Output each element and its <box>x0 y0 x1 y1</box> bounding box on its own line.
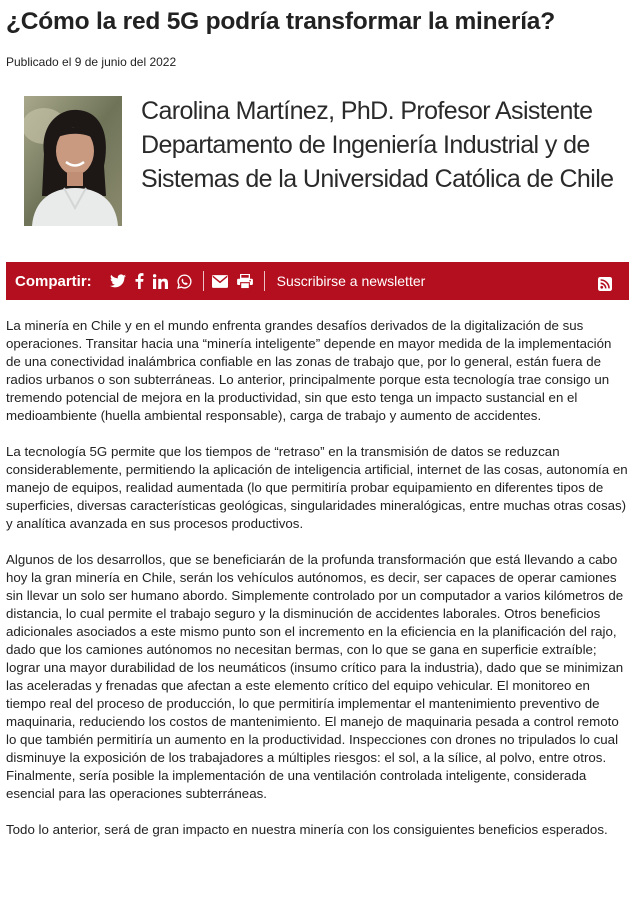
author-photo <box>24 96 122 226</box>
share-bar <box>6 262 629 300</box>
twitter-icon[interactable] <box>110 271 126 291</box>
email-icon[interactable] <box>212 271 228 291</box>
article-paragraph: La tecnología 5G permite que los tiempos de “retraso” en la transmisión de datos se reduzcan considerablemente, permitiendo la aplicación de inteligencia artificial, internet de las cosas, autonomía en manejo de equipos, realidad aumentada (lo que permitiría probar equipamiento en diferentes tipos de superficies, diversas características geológicas, singularidades mineralógicas, entre muchas otras cosas) y analítica avanzada en sus procesos productivos. <box>6 444 628 531</box>
print-icon[interactable] <box>237 271 253 291</box>
publish-date: Publicado el 9 de junio del 2022 <box>6 55 177 69</box>
article-title: ¿Cómo la red 5G podría transformar la minería? <box>6 8 555 35</box>
facebook-icon[interactable] <box>135 271 144 291</box>
share-divider <box>264 271 265 291</box>
rss-icon[interactable] <box>598 274 612 294</box>
article-paragraph: Algunos de los desarrollos, que se beneficiarán de la profunda transformación que está llevando a cabo hoy la gran minería en Chile, serán los vehículos autónomos, es decir, ser capaces de operar camiones sin llevar un solo ser humano abordo. Simplemente controlado por un computador a varios kilómetros de distancia, lo cual permite el trabajo seguro y la disminución de accidentes laborales. Otros beneficios adicionales asociados a este mismo punto son el incremento en la eficiencia en la planificación del rajo, dado que los camiones autónomos no necesitan bermas, con lo que se gana en superficie extraíble; lograr una mayor durabilidad de los neumáticos (insumo crítico para la industria), dado que se minimizan las aceleradas y frenadas que afectan a este elemento crítico del equipo vehicular. El monitoreo en tiempo real del proceso de producción, lo que permitiría implementar el mantenimiento preventivo de maquinaria, reduciendo los costos de mantenimiento. El manejo de maquinaria pesada a control remoto lo que también permitiría un aumento en la productividad. Inspecciones con drones no tripulados lo cual disminuye la exposición de los trabajadores a múltiples riesgos: el sol, a la sílice, al polvo, entre otros. Finalmente, sería posible la implementación de una ventilación controlada inteligente, considerada esencial para las operaciones subterráneas. <box>6 552 624 801</box>
linkedin-icon[interactable] <box>153 271 168 291</box>
newsletter-link[interactable]: Suscribirse a newsletter <box>276 273 426 289</box>
share-divider <box>203 271 204 291</box>
author-portrait-image <box>24 96 122 226</box>
article-body <box>6 317 628 857</box>
article-paragraph: Todo lo anterior, será de gran impacto en nuestra minería con los consiguientes beneficios esperados. <box>6 822 608 837</box>
author-bio: Carolina Martínez, PhD. Profesor Asistente Departamento de Ingeniería Industrial y de Sistemas de la Universidad Católica de Chile <box>141 97 614 193</box>
share-label: Compartir: <box>15 272 92 290</box>
whatsapp-icon[interactable] <box>177 271 192 291</box>
article-paragraph: La minería en Chile y en el mundo enfrenta grandes desafíos derivados de la digitalización de sus operaciones. Transitar hacia una “minería inteligente” depende en mayor medida de la implementación de una conectividad inalámbrica confiable en las zonas de trabajo que, por lo general, están fuera de radios urbanos o son subterráneas. Lo anterior, principalmente porque esta tecnología trae consigo un tremendo potencial de mejora en la productividad, sin que esto tenga un impacto sustancial en el medioambiente (huella ambiental responsable), carga de trabajo y aumento de accidentes. <box>6 318 612 423</box>
